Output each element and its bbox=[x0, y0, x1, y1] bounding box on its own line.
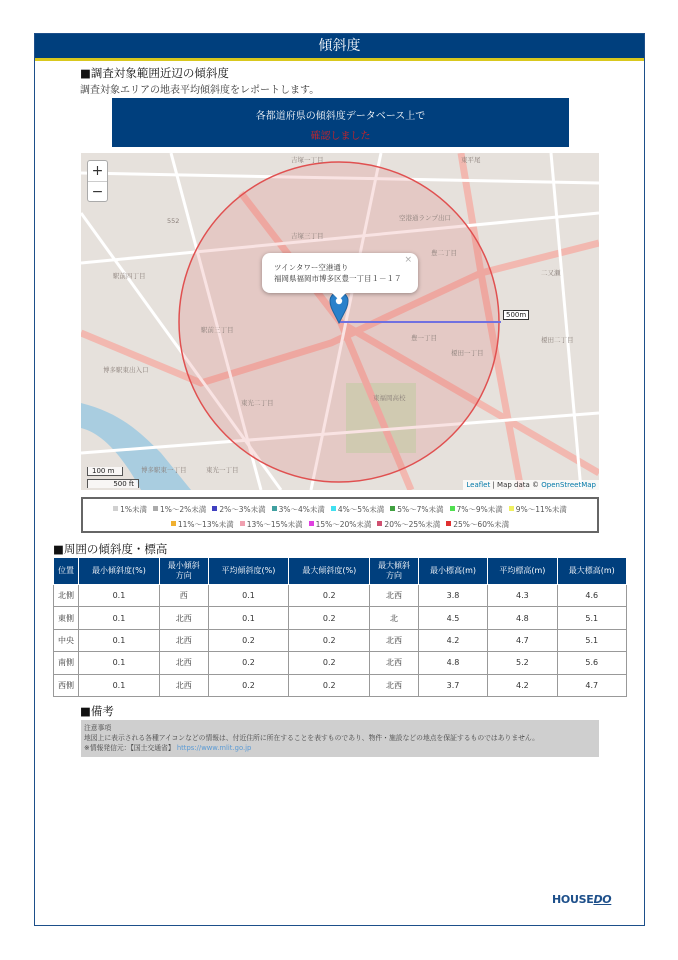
table-cell: 5.2 bbox=[488, 652, 557, 674]
table-cell: 0.2 bbox=[289, 607, 370, 629]
zoom-in-button[interactable]: + bbox=[91, 163, 104, 179]
osm-link[interactable]: OpenStreetMap bbox=[541, 481, 596, 489]
map-label: 博多駅東一丁目 bbox=[141, 466, 187, 474]
section-title-remarks: ■備考 bbox=[80, 704, 114, 718]
banner-line1: 各都道府県の傾斜度データベース上で bbox=[255, 111, 426, 122]
map-label: 博多駅東出入口 bbox=[103, 366, 149, 374]
table-cell: 0.1 bbox=[79, 629, 160, 651]
legend-label: 2%～3%未満 bbox=[219, 505, 266, 514]
banner-status: 確認しました bbox=[310, 131, 371, 142]
table-cell: 中央 bbox=[54, 629, 79, 651]
table-cell: 西側 bbox=[54, 674, 79, 696]
column-header: 最小標高(m) bbox=[418, 558, 487, 585]
scale-metric: 100 m bbox=[87, 467, 123, 476]
table-cell: 4.3 bbox=[488, 585, 557, 607]
map-label: 東平尾 bbox=[461, 156, 481, 164]
legend-swatch bbox=[272, 506, 277, 511]
section-title-slope: ■調査対象範囲近辺の傾斜度 bbox=[80, 66, 229, 80]
map-label: 東光二丁目 bbox=[241, 399, 274, 407]
table-cell: 4.7 bbox=[488, 629, 557, 651]
map-label: 榎田二丁目 bbox=[541, 336, 574, 344]
map-label: 東光一丁目 bbox=[206, 466, 239, 474]
attribution-text: | Map data © bbox=[490, 481, 542, 489]
table-cell: 北側 bbox=[54, 585, 79, 607]
note-body: 地図上に表示される各種アイコンなどの情報は、付近住所に所在することを表すものであり、物件・施設などの地点を保証するものではありません。 bbox=[84, 734, 539, 742]
table-cell: 5.1 bbox=[557, 629, 626, 651]
status-banner bbox=[112, 98, 569, 147]
map[interactable] bbox=[81, 153, 599, 490]
legend-item bbox=[272, 505, 325, 514]
legend-item bbox=[331, 505, 384, 514]
page-title: 傾斜度 bbox=[35, 34, 644, 58]
table-cell: 0.2 bbox=[289, 629, 370, 651]
column-header: 最大傾斜 方向 bbox=[370, 558, 419, 585]
table-row bbox=[54, 585, 627, 607]
map-label: 豊一丁目 bbox=[411, 334, 437, 342]
table-cell: 0.2 bbox=[208, 629, 289, 651]
legend-label: 20%～25%未満 bbox=[384, 520, 441, 529]
table-cell: 4.6 bbox=[557, 585, 626, 607]
slope-legend bbox=[81, 497, 599, 533]
legend-item bbox=[171, 520, 234, 529]
legend-label: 11%～13%未満 bbox=[177, 520, 234, 529]
column-header: 平均標高(m) bbox=[488, 558, 557, 585]
legend-swatch bbox=[240, 521, 245, 526]
scale-imperial: 500 ft bbox=[87, 479, 139, 488]
legend-item bbox=[509, 505, 567, 514]
table-cell: 北西 bbox=[370, 585, 419, 607]
legend-swatch bbox=[446, 521, 451, 526]
legend-swatch bbox=[450, 506, 455, 511]
legend-swatch bbox=[390, 506, 395, 511]
section-title-table: ■周囲の傾斜度・標高 bbox=[53, 542, 168, 556]
table-cell: 0.1 bbox=[208, 585, 289, 607]
legend-label: 3%～4%未満 bbox=[278, 505, 325, 514]
table-cell: 北西 bbox=[159, 607, 208, 629]
table-cell: 4.7 bbox=[557, 674, 626, 696]
legend-label: 9%～11%未満 bbox=[515, 505, 567, 514]
legend-label: 4%～5%未満 bbox=[337, 505, 385, 514]
table-cell: 北西 bbox=[159, 629, 208, 651]
table-cell: 0.1 bbox=[79, 585, 160, 607]
table-row bbox=[54, 607, 627, 629]
map-label: 吉塚一丁目 bbox=[291, 156, 324, 164]
table-cell: 0.2 bbox=[289, 652, 370, 674]
table-cell: 南側 bbox=[54, 652, 79, 674]
map-label: 吉塚三丁目 bbox=[291, 232, 324, 240]
table-cell: 3.8 bbox=[418, 585, 487, 607]
map-label: 榎田一丁目 bbox=[451, 349, 484, 357]
table-cell: 0.2 bbox=[289, 674, 370, 696]
legend-item bbox=[153, 505, 206, 514]
column-header: 最小傾斜 方向 bbox=[159, 558, 208, 585]
map-label: 駅前三丁目 bbox=[201, 326, 234, 334]
legend-label: 5%～7%未満 bbox=[397, 505, 444, 514]
popup-close-button[interactable]: × bbox=[404, 255, 412, 265]
table-cell: 0.2 bbox=[289, 585, 370, 607]
map-label: 豊二丁目 bbox=[431, 249, 457, 257]
remarks-box bbox=[81, 720, 599, 757]
map-attribution bbox=[463, 480, 599, 490]
map-label: 二又瀬 bbox=[541, 269, 561, 277]
legend-item bbox=[240, 520, 303, 529]
table-cell: 0.1 bbox=[208, 607, 289, 629]
legend-swatch bbox=[212, 506, 217, 511]
mlit-link[interactable]: https://www.mlit.go.jp bbox=[176, 744, 252, 752]
map-label: 空港通ランプ出口 bbox=[399, 214, 451, 222]
table-cell: 東側 bbox=[54, 607, 79, 629]
location-popup bbox=[262, 253, 418, 293]
legend-item bbox=[390, 505, 443, 514]
table-cell: 北西 bbox=[159, 674, 208, 696]
legend-swatch bbox=[153, 506, 158, 511]
map-label: 東福岡高校 bbox=[373, 394, 406, 402]
legend-item bbox=[309, 520, 372, 529]
table-cell: 4.8 bbox=[418, 652, 487, 674]
table-cell: 北 bbox=[370, 607, 419, 629]
column-header: 最大標高(m) bbox=[557, 558, 626, 585]
table-cell: 4.2 bbox=[488, 674, 557, 696]
legend-item bbox=[450, 505, 503, 514]
slope-elevation-table bbox=[53, 557, 627, 697]
legend-item bbox=[212, 505, 265, 514]
table-cell: 0.2 bbox=[208, 674, 289, 696]
section-description: 調査対象エリアの地表平均傾斜度をレポートします。 bbox=[80, 85, 320, 96]
table-cell: 0.1 bbox=[79, 674, 160, 696]
table-cell: 3.7 bbox=[418, 674, 487, 696]
legend-item bbox=[446, 520, 509, 529]
table-cell: 北西 bbox=[370, 674, 419, 696]
legend-label: 15%～20%未満 bbox=[315, 520, 372, 529]
column-header: 最大傾斜度(%) bbox=[289, 558, 370, 585]
table-cell: 4.8 bbox=[488, 607, 557, 629]
zoom-control bbox=[87, 160, 108, 202]
map-label: 駅前四丁目 bbox=[113, 272, 146, 280]
map-label: 552 bbox=[167, 217, 180, 225]
column-header: 最小傾斜度(%) bbox=[79, 558, 160, 585]
table-cell: 0.1 bbox=[79, 652, 160, 674]
table-cell: 0.1 bbox=[79, 607, 160, 629]
table-cell: 西 bbox=[159, 585, 208, 607]
note-title: 注意事項 bbox=[84, 724, 112, 732]
table-cell: 5.1 bbox=[557, 607, 626, 629]
legend-item bbox=[113, 505, 147, 514]
zoom-out-button[interactable]: − bbox=[88, 181, 107, 201]
column-header: 平均傾斜度(%) bbox=[208, 558, 289, 585]
legend-swatch bbox=[309, 521, 314, 526]
legend-label: 25%～60%未満 bbox=[453, 520, 510, 529]
legend-swatch bbox=[113, 506, 118, 511]
popup-address: 福岡県福岡市博多区豊一丁目１－１７ bbox=[274, 274, 402, 283]
table-cell: 北西 bbox=[370, 629, 419, 651]
legend-swatch bbox=[331, 506, 336, 511]
legend-swatch bbox=[509, 506, 514, 511]
leaflet-link[interactable]: Leaflet bbox=[466, 481, 491, 489]
legend-label: 1%未満 bbox=[120, 505, 148, 514]
header-divider bbox=[35, 58, 644, 61]
table-cell: 北西 bbox=[370, 652, 419, 674]
legend-label: 7%～9%未満 bbox=[456, 505, 503, 514]
radius-label: 500m bbox=[503, 310, 529, 320]
table-cell: 5.6 bbox=[557, 652, 626, 674]
housedo-logo: HOUSEDO bbox=[552, 893, 612, 906]
table-cell: 4.2 bbox=[418, 629, 487, 651]
note-source: ※情報発信元：【国土交通省】 bbox=[84, 744, 175, 752]
legend-label: 1%～2%未満 bbox=[160, 505, 207, 514]
legend-swatch bbox=[377, 521, 382, 526]
table-row bbox=[54, 652, 627, 674]
table-row bbox=[54, 674, 627, 696]
legend-label: 13%～15%未満 bbox=[246, 520, 303, 529]
column-header: 位置 bbox=[54, 558, 79, 585]
table-cell: 0.2 bbox=[208, 652, 289, 674]
table-row bbox=[54, 629, 627, 651]
popup-name: ツインタワー空港通り bbox=[274, 263, 349, 272]
table-cell: 北西 bbox=[159, 652, 208, 674]
table-cell: 4.5 bbox=[418, 607, 487, 629]
legend-swatch bbox=[171, 521, 176, 526]
legend-item bbox=[377, 520, 440, 529]
map-tiles bbox=[81, 153, 599, 490]
